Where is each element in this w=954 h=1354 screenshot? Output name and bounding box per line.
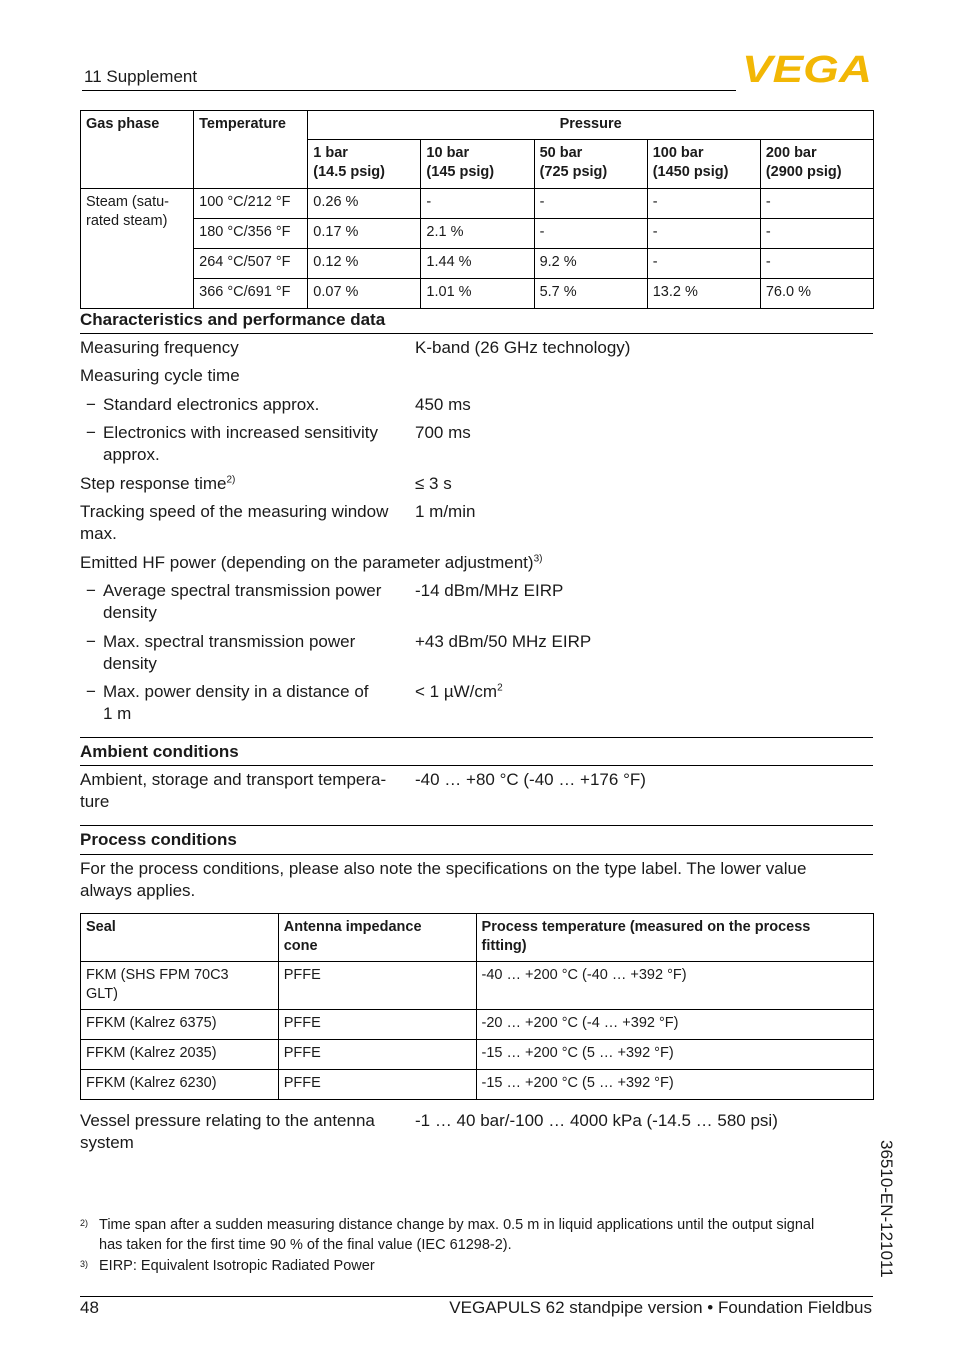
value-cell: 0.17 % (308, 219, 421, 249)
cycle-time-label: Measuring cycle time (80, 366, 240, 385)
process-table (80, 913, 874, 1100)
pressure-header-200bar: 200 bar (2900 psig) (760, 140, 873, 189)
cone-cell: PFFE (278, 962, 476, 1010)
value-cell: 9.2 % (534, 249, 647, 279)
step-response-label: Step response time$^{2)}$ (80, 474, 236, 493)
temp-cell: 264 °C/507 °F (194, 249, 308, 279)
process-note: For the process conditions, please also note the specifications on the type label. The lower value always applies. (80, 859, 807, 900)
section-rule (80, 765, 873, 766)
value-cell: - (760, 189, 873, 219)
temp-cell: 366 °C/691 °F (194, 279, 308, 309)
footnote-3: 3) EIRP: Equivalent Isotropic Radiated Power (80, 1258, 375, 1274)
temp-cell: -20 … +200 °C (-4 … +392 °F) (476, 1010, 873, 1040)
header-gas-phase: Gas phase (81, 111, 194, 189)
pressure-header-1bar: 1 bar (14.5 psig) (308, 140, 421, 189)
value-cell: 13.2 % (647, 279, 760, 309)
seal-cell: FFKM (Kalrez 6375) (81, 1010, 279, 1040)
value-cell: 0.07 % (308, 279, 421, 309)
value-cell: - (647, 189, 760, 219)
section-header: 11 Supplement (84, 67, 198, 86)
cone-cell: PFFE (278, 1010, 476, 1040)
process-title: Process conditions (80, 830, 237, 849)
value-cell: - (760, 219, 873, 249)
gas-phase-table (80, 110, 874, 309)
table-row (81, 189, 874, 219)
table-row (81, 1040, 874, 1070)
pressure-header-50bar: 50 bar (725 psig) (534, 140, 647, 189)
seal-cell: FFKM (Kalrez 6230) (81, 1070, 279, 1100)
value-cell: 1.01 % (421, 279, 534, 309)
table-row (81, 219, 874, 249)
section-rule (80, 854, 873, 855)
increased-sensitivity-value: 700 ms (415, 423, 471, 442)
header-cone: Antenna impedance cone (278, 914, 476, 962)
vessel-pressure-label: Vessel pressure relating to the antenna system (80, 1111, 375, 1152)
temp-cell: 180 °C/356 °F (194, 219, 308, 249)
section-rule (80, 737, 873, 738)
value-cell: - (534, 189, 647, 219)
tracking-speed-value: 1 m/min (415, 502, 476, 521)
value-cell: 0.12 % (308, 249, 421, 279)
svg-text:VEGA: VEGA (742, 52, 872, 84)
temp-cell: -15 … +200 °C (5 … +392 °F) (476, 1040, 873, 1070)
value-cell: - (534, 219, 647, 249)
page-number: 48 (80, 1298, 99, 1317)
avg-spectral-value: -14 dBm/MHz EIRP (415, 581, 564, 600)
table-row (81, 279, 874, 309)
value-cell: 5.7 % (534, 279, 647, 309)
max-power-density-value: < 1 $\mu W/cm^2$ (415, 682, 503, 701)
pressure-header-100bar: 100 bar (1450 psig) (647, 140, 760, 189)
seal-cell: FKM (SHS FPM 70C3 GLT) (81, 962, 279, 1010)
gas-phase-cell: Steam (satu- rated steam) (81, 189, 194, 309)
measuring-frequency-value: K-band (26 GHz technology) (415, 338, 631, 357)
table-row (81, 962, 874, 1010)
temp-cell: -40 … +200 °C (-40 … +392 °F) (476, 962, 873, 1010)
temp-cell: 100 °C/212 °F (194, 189, 308, 219)
value-cell: - (760, 249, 873, 279)
tracking-speed-label: Tracking speed of the measuring window max. (80, 502, 389, 543)
temp-cell: -15 … +200 °C (5 … +392 °F) (476, 1070, 873, 1100)
table-row (81, 1070, 874, 1100)
ambient-value: -40 … +80 °C (-40 … +176 °F) (415, 770, 646, 789)
value-cell: - (421, 189, 534, 219)
ambient-title: Ambient conditions (80, 742, 239, 761)
pressure-header-10bar: 10 bar (145 psig) (421, 140, 534, 189)
value-cell: - (647, 219, 760, 249)
value-cell: 76.0 % (760, 279, 873, 309)
cone-cell: PFFE (278, 1070, 476, 1100)
measuring-frequency-label: Measuring frequency (80, 338, 239, 357)
vessel-pressure-value: -1 … 40 bar/-100 … 4000 kPa (-14.5 … 580 psi) (415, 1111, 778, 1130)
value-cell: 1.44 % (421, 249, 534, 279)
ambient-label: Ambient, storage and transport tempera- ture (80, 770, 387, 811)
vega-logo (742, 52, 872, 84)
footer-rule (80, 1296, 873, 1297)
header-process-temp: Process temperature (measured on the process fitting) (476, 914, 873, 962)
footer-title: VEGAPULS 62 standpipe version • Foundation Fieldbus (449, 1298, 872, 1317)
section-rule (80, 333, 873, 334)
value-cell: - (647, 249, 760, 279)
header-pressure: Pressure (308, 111, 874, 140)
section-rule (80, 825, 873, 826)
characteristics-title: Characteristics and performance data (80, 310, 386, 329)
footnote-2: 2) Time span after a sudden measuring distance change by max. 0.5 m in liquid applications until the output signal has taken for the first time 90 % of the final value (IEC 61298-2). (80, 1217, 815, 1253)
header-temperature: Temperature (194, 111, 308, 189)
header-seal: Seal (81, 914, 279, 962)
value-cell: 2.1 % (421, 219, 534, 249)
document-code: 36510-EN-121011 (877, 1140, 896, 1278)
table-row (81, 249, 874, 279)
max-spectral-value: +43 dBm/50 MHz EIRP (415, 632, 592, 651)
header-rule (82, 90, 736, 91)
table-row (81, 1010, 874, 1040)
hf-power-label: Emitted HF power (depending on the parameter adjustment)$^{3)}$ (80, 553, 543, 572)
value-cell: 0.26 % (308, 189, 421, 219)
step-response-value: ≤ 3 s (415, 474, 452, 493)
seal-cell: FFKM (Kalrez 2035) (81, 1040, 279, 1070)
cone-cell: PFFE (278, 1040, 476, 1070)
standard-electronics-value: 450 ms (415, 395, 471, 414)
